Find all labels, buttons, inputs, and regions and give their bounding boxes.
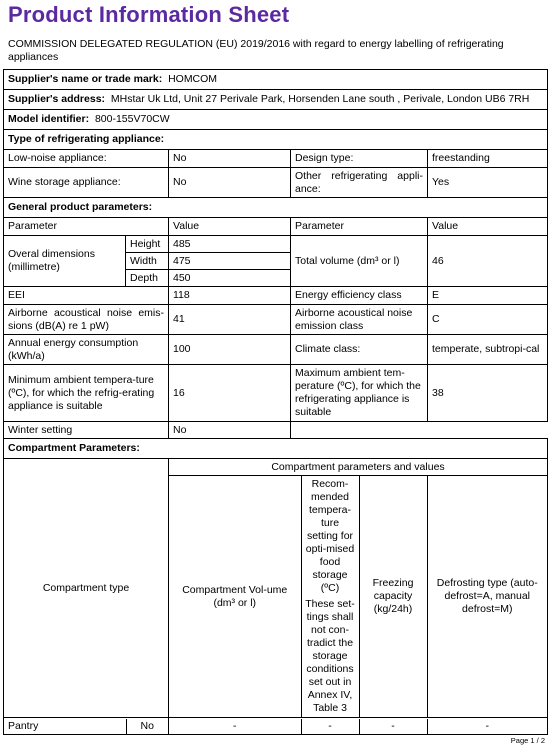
general-col-header-row xyxy=(4,218,548,236)
compartment-header-row xyxy=(4,439,548,459)
regulation-text: COMMISSION DELEGATED REGULATION (EU) 2019/2016 with regard to energy labelling of refrigerating appliances xyxy=(8,38,504,63)
type-left-label: Low-noise appliance: xyxy=(4,150,169,168)
compartment-header: Compartment Parameters: xyxy=(4,439,548,459)
general-row xyxy=(4,287,548,305)
compartment-type: Pantry xyxy=(4,719,126,734)
type-left-value: No xyxy=(169,150,291,168)
compartment-temp: - xyxy=(301,719,359,734)
type-left-value: No xyxy=(169,168,291,198)
freezing-col-label: Freezing capacity (kg/24h) xyxy=(359,476,427,717)
compartment-row xyxy=(4,718,548,735)
winter-row xyxy=(4,422,548,439)
col-parameter: Parameter xyxy=(291,218,428,236)
param-label: Annual energy consumption (kWh/a) xyxy=(4,335,169,365)
param-label: EEI xyxy=(4,287,169,305)
param-label: Energy efficiency class xyxy=(291,287,428,305)
param-value: 118 xyxy=(169,287,291,305)
page-title: Product Information Sheet xyxy=(8,2,290,27)
general-row xyxy=(4,335,548,365)
general-row xyxy=(4,305,548,335)
address-row xyxy=(4,90,548,110)
param-value: C xyxy=(428,305,548,335)
address-label: Supplier's address: xyxy=(8,93,106,105)
col-parameter: Parameter xyxy=(4,218,169,236)
supplier-row xyxy=(4,70,548,90)
type-row xyxy=(4,150,548,168)
type-left-label: Wine storage appliance: xyxy=(4,168,169,198)
product-info-table xyxy=(3,69,548,735)
general-header: General product parameters: xyxy=(4,198,548,218)
winter-label: Winter setting xyxy=(4,422,169,439)
param-label: Airborne acoustical noise emis-sions (dB(A) re 1 pW) xyxy=(4,305,169,335)
winter-value: No xyxy=(169,422,291,439)
type-row xyxy=(4,168,548,198)
param-label: Maximum ambient tem-perature (ºC), for which the refrigerating appliance is suitable xyxy=(291,365,428,422)
general-row xyxy=(4,365,548,422)
model-row xyxy=(4,110,548,130)
compartment-type-label: Compartment type xyxy=(4,459,169,718)
general-header-row xyxy=(4,198,548,218)
param-value: 100 xyxy=(169,335,291,365)
height-value: 485 xyxy=(169,236,291,253)
compartment-present: No xyxy=(140,719,154,732)
param-value: 41 xyxy=(169,305,291,335)
temp-col-label: Recom-mended tempera-ture setting for opti-mised food storage (ºC) xyxy=(305,478,355,594)
address-value: MHstar Uk Ltd, Unit 27 Perivale Park, Horsenden Lane south , Perivale, London UB6 7RH xyxy=(110,93,530,105)
compartment-values-label: Compartment parameters and values xyxy=(169,459,548,476)
compartment-freezing: - xyxy=(359,719,427,734)
col-value: Value xyxy=(169,218,291,236)
type-right-label: Design type: xyxy=(291,150,428,168)
depth-value: 450 xyxy=(169,270,291,287)
dimensions-label: Overal dimensions (millimetre) xyxy=(4,236,126,287)
volume-label: Total volume (dm³ or l) xyxy=(291,236,428,287)
depth-label: Depth xyxy=(126,270,169,287)
param-value: temperate, subtropi-cal xyxy=(428,335,548,365)
empty-cell xyxy=(291,422,548,439)
type-right-label: Other refrigerating appli-ance: xyxy=(291,168,428,198)
compartment-defrost: - xyxy=(485,719,489,732)
compartment-group-row xyxy=(4,459,548,476)
page-number: Page 1 / 2 xyxy=(510,736,545,745)
supplier-value: HOMCOM xyxy=(168,73,218,85)
type-right-value: freestanding xyxy=(428,150,548,168)
param-label: Minimum ambient tempera-ture (ºC), for which the refrig-erating appliance is suitable xyxy=(4,365,169,422)
param-value: 38 xyxy=(428,365,548,422)
type-header: Type of refrigerating appliance: xyxy=(4,130,548,150)
defrost-col-label: Defrosting type (auto-defrost=A, manual defrost=M) xyxy=(436,577,538,615)
volume-col-label: Compartment Vol-ume (dm³ or l) xyxy=(169,476,301,717)
col-value: Value xyxy=(428,218,548,236)
temp-col-note: These set-tings shall not con-tradict the storage conditions set out in Annex IV, Table 3 xyxy=(305,598,355,714)
dimension-row-height xyxy=(4,236,548,253)
model-label: Model identifier: xyxy=(8,113,90,125)
param-value: 16 xyxy=(169,365,291,422)
param-label: Climate class: xyxy=(291,335,428,365)
compartment-volume: - xyxy=(169,719,301,734)
height-label: Height xyxy=(126,236,169,253)
compartment-subheader xyxy=(169,476,547,717)
type-header-row xyxy=(4,130,548,150)
width-value: 475 xyxy=(169,253,291,270)
type-right-value: Yes xyxy=(428,168,548,198)
width-label: Width xyxy=(126,253,169,270)
supplier-label: Supplier's name or trade mark: xyxy=(8,73,163,85)
model-value: 800-155V70CW xyxy=(94,113,170,125)
param-label: Airborne acoustical noise emission class xyxy=(291,305,428,335)
param-value: E xyxy=(428,287,548,305)
volume-value: 46 xyxy=(428,236,548,287)
